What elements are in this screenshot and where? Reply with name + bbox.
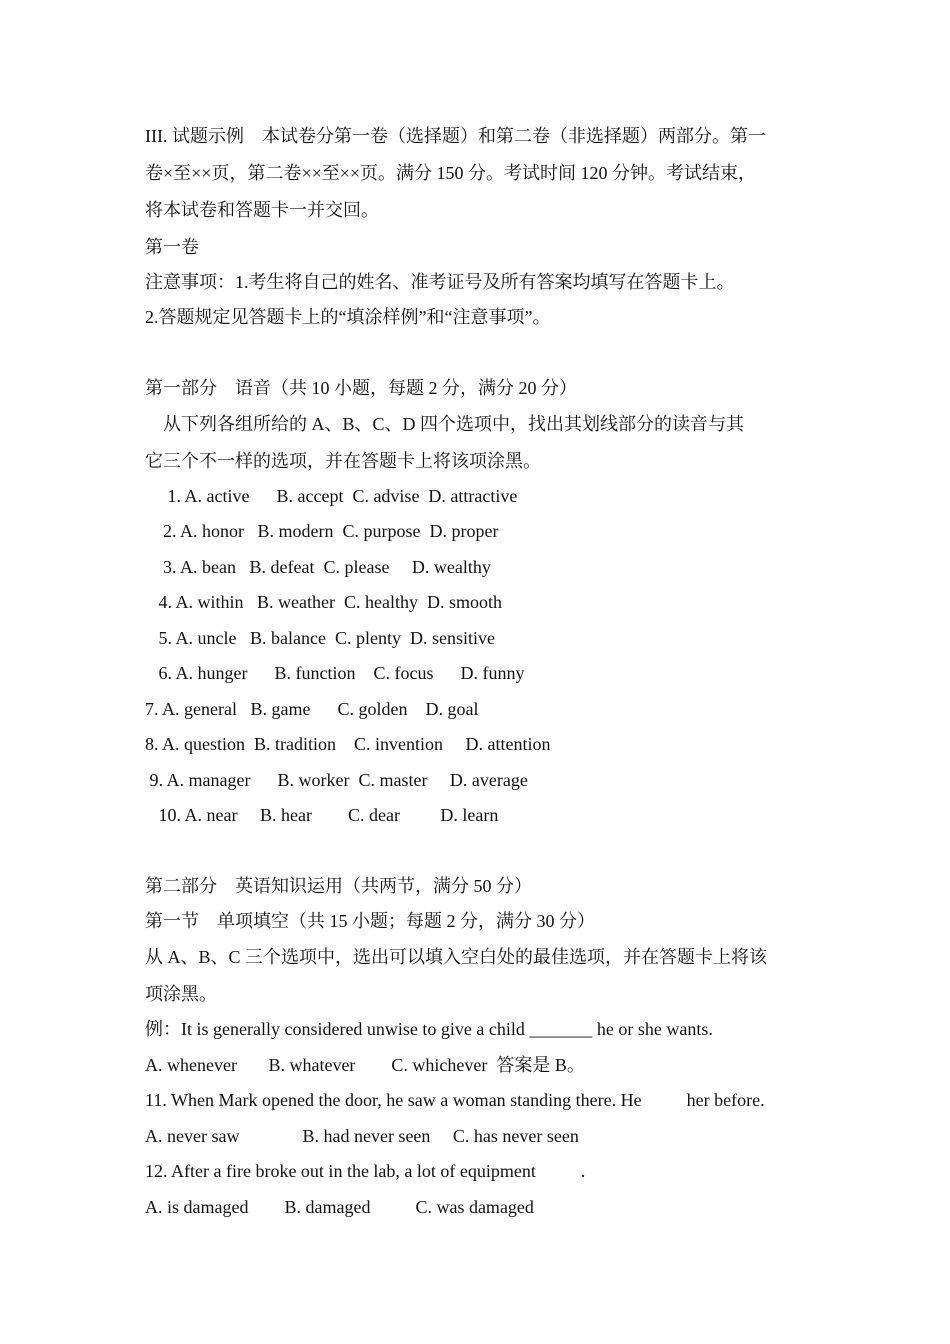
notice-line-2: 2.答题规定见答题卡上的“填涂样例”和“注意事项”。 [145, 307, 551, 327]
section-one-instruction-2: 它三个不一样的选项，并在答题卡上将该项涂黑。 [145, 451, 541, 471]
subsection-one-heading: 第一节 单项填空（共 15 小题；每题 2 分，满分 30 分） [145, 911, 595, 931]
intro-line-3: 将本试卷和答题卡一并交回。 [145, 200, 379, 220]
example-options: A. whenever B. whatever C. whichever 答案是 B。 [145, 1055, 585, 1075]
subsection-one-instruction-2: 项涂黑。 [145, 984, 217, 1004]
question-5: 5. A. uncle B. balance C. plenty D. sensitive [145, 628, 495, 648]
question-9: 9. A. manager B. worker C. master D. average [145, 770, 528, 790]
example-question: 例：It is generally considered unwise to give a child _______ he or she wants. [145, 1019, 713, 1039]
intro-line-2: 卷×至××页，第二卷××至××页。满分 150 分。考试时间 120 分钟。考试结束， [145, 163, 757, 183]
question-2: 2. A. honor B. modern C. purpose D. proper [145, 521, 499, 541]
question-6: 6. A. hunger B. function C. focus D. funny [145, 663, 525, 683]
question-7: 7. A. general B. game C. golden D. goal [145, 699, 479, 719]
section-one-instruction-1: 从下列各组所给的 A、B、C、D 四个选项中，找出其划线部分的读音与其 [145, 414, 745, 434]
question-11-options: A. never saw B. had never seen C. has never seen [145, 1126, 579, 1146]
question-12-options: A. is damaged B. damaged C. was damaged [145, 1197, 534, 1217]
subsection-one-instruction-1: 从 A、B、C 三个选项中，选出可以填入空白处的最佳选项，并在答题卡上将该 [145, 947, 768, 967]
question-4: 4. A. within B. weather C. healthy D. smooth [145, 592, 502, 612]
section-one-heading: 第一部分 语音（共 10 小题，每题 2 分，满分 20 分） [145, 378, 577, 398]
question-12: 12. After a fire broke out in the lab, a lot of equipment . [145, 1161, 586, 1181]
question-11: 11. When Mark opened the door, he saw a woman standing there. He her before. [145, 1090, 765, 1110]
notice-line-1: 注意事项：1.考生将自己的姓名、准考证号及所有答案均填写在答题卡上。 [145, 272, 735, 292]
volume-heading: 第一卷 [145, 237, 199, 257]
question-8: 8. A. question B. tradition C. invention D. attention [145, 734, 551, 754]
intro-line-1: III. 试题示例 本试卷分第一卷（选择题）和第二卷（非选择题）两部分。第一 [145, 126, 766, 146]
question-3: 3. A. bean B. defeat C. please D. wealthy [145, 557, 491, 577]
question-1: 1. A. active B. accept C. advise D. attractive [145, 486, 518, 506]
section-two-heading: 第二部分 英语知识运用（共两节，满分 50 分） [145, 876, 532, 896]
question-10: 10. A. near B. hear C. dear D. learn [145, 805, 499, 825]
